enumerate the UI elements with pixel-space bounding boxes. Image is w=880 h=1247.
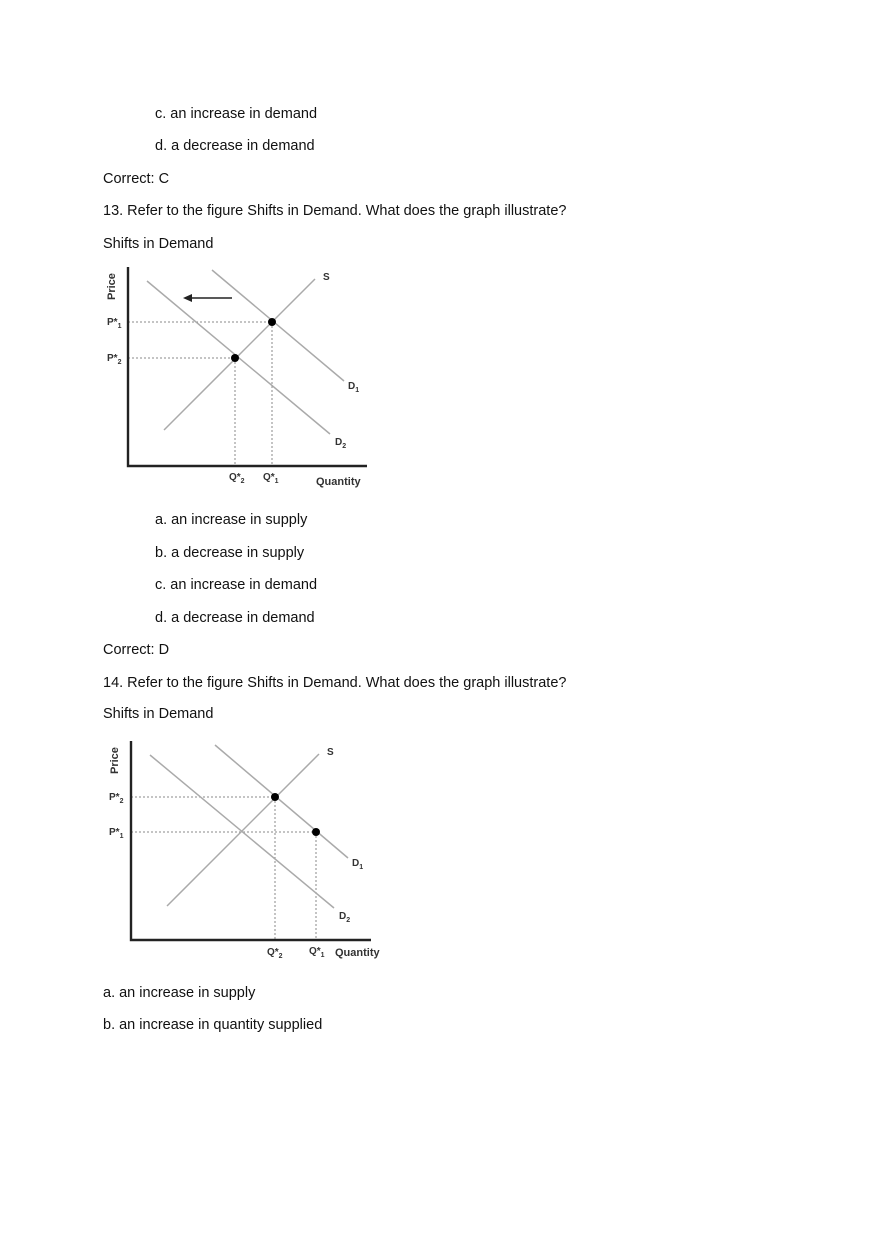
q13-correct-answer: Correct: D [103,642,170,658]
q13-y-axis-label: Price [106,273,118,300]
q13-q1-label: $Q*_1$ [263,472,279,485]
q13-equilibrium-point-1 [268,318,276,326]
q14-option-b: b. an increase in quantity supplied [103,1017,323,1033]
q13-p2-label: $P*_2$ [107,353,122,366]
q14-equilibrium-point-1 [271,793,279,801]
q14-p2-label: $P*_2$ [109,792,124,805]
q14-supply-label: S [327,747,334,758]
q14-axes [131,741,371,940]
q13-p1-label: $P*_1$ [107,317,122,330]
q13-x-axis-label: Quantity [316,476,361,488]
q13-d1-label: $D_1$ [348,381,360,394]
q13-question: 13. Refer to the figure Shifts in Demand. What does the graph illustrate? [103,203,567,219]
q14-d2-label: $D_2$ [339,911,351,924]
q13-option-a: a. an increase in supply [155,512,308,528]
q13-demand-curve-d1 [212,270,344,381]
q14-question: 14. Refer to the figure Shifts in Demand. What does the graph illustrate? [103,675,567,691]
q14-figure-title: Shifts in Demand [103,706,214,722]
q14-x-axis-label: Quantity [335,947,380,959]
q14-p1-label: $P*_1$ [109,827,124,840]
q13-supply-curve [164,279,315,430]
q13-option-c: c. an increase in demand [155,577,318,593]
q13-equilibrium-point-2 [231,354,239,362]
q13-supply-label: S [323,272,330,283]
q13-figure-title: Shifts in Demand [103,236,214,252]
q13-shifts-in-demand-figure [100,262,375,494]
q14-q1-label: $Q*_1$ [309,946,325,959]
q13-d2-label: $D_2$ [335,437,347,450]
q14-option-a: a. an increase in supply [103,985,256,1001]
q14-q2-label: $Q*_2$ [267,947,283,960]
q14-equilibrium-point-2 [312,828,320,836]
q14-d1-label: $D_1$ [352,858,364,871]
q13-shift-left-arrow-icon [183,294,232,302]
q12-option-d: d. a decrease in demand [155,138,315,154]
q14-demand-curve-d2 [150,755,334,908]
q13-option-d: d. a decrease in demand [155,610,315,626]
q13-option-b: b. a decrease in supply [155,545,305,561]
q13-q2-label: $Q*_2$ [229,472,245,485]
q12-option-c: c. an increase in demand [155,106,318,122]
q12-correct-answer: Correct: C [103,171,170,187]
q14-y-axis-label: Price [109,747,121,774]
q14-demand-curve-d1 [215,745,348,858]
q13-axes [128,267,367,466]
q14-supply-curve [167,754,319,906]
q14-shifts-in-demand-figure [100,736,390,966]
